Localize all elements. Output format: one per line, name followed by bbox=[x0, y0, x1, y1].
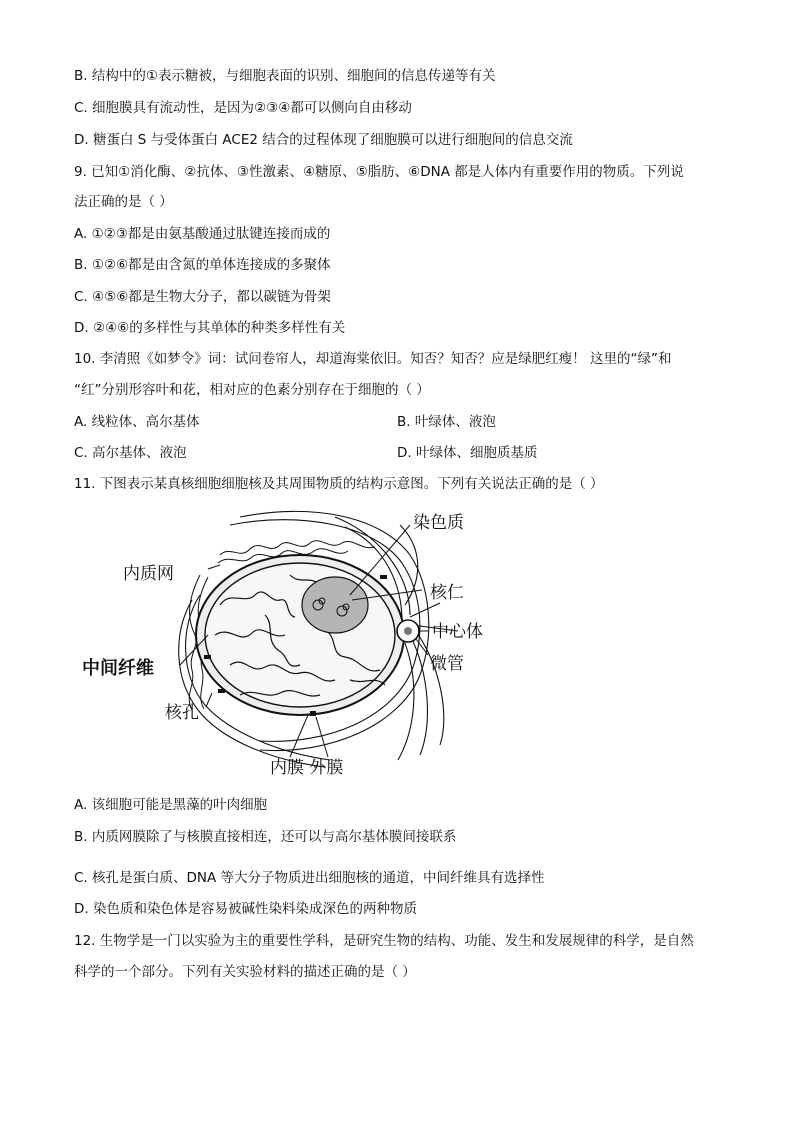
q9-option-b: B. ①②⑥都是由含氮的单体连接成的多聚体 bbox=[74, 257, 331, 273]
q9-option-c: C. ④⑤⑥都是生物大分子，都以碳链为骨架 bbox=[74, 289, 331, 305]
q10-option-a: A. 线粒体、高尔基体 bbox=[74, 414, 200, 430]
q10-option-c: C. 高尔基体、液泡 bbox=[74, 445, 187, 461]
q11-option-a: A. 该细胞可能是黑藻的叶肉细胞 bbox=[74, 797, 268, 813]
q8-option-b: B. 结构中的①表示糖被，与细胞表面的识别、细胞间的信息传递等有关 bbox=[74, 68, 496, 84]
q11-stem: 11. 下图表示某真核细胞细胞核及其周围物质的结构示意图。下列有关说法正确的是（ ） bbox=[74, 476, 604, 492]
nucleus-diagram bbox=[80, 505, 500, 780]
label-membranes: 内膜 外膜 bbox=[270, 758, 344, 778]
q10-stem-line1: 10. 李清照《如梦令》词：试问卷帘人，却道海棠依旧。知否？知否？应是绿肥红瘦！ 这里的“绿”和 bbox=[74, 351, 672, 367]
label-er: 内质网 bbox=[123, 564, 174, 584]
q9-stem-line2: 法正确的是（ ） bbox=[74, 194, 173, 210]
q12-stem-line2: 科学的一个部分。下列有关实验材料的描述正确的是（ ） bbox=[74, 964, 416, 980]
label-chromatin: 染色质 bbox=[413, 513, 464, 533]
inner-nuclear-membrane bbox=[205, 563, 395, 707]
label-nucleolus: 核仁 bbox=[430, 583, 464, 603]
label-microtubule: 微管 bbox=[430, 654, 464, 674]
centriole bbox=[404, 627, 412, 635]
q11-option-d: D. 染色质和染色体是容易被碱性染料染成深色的两种物质 bbox=[74, 901, 417, 917]
q8-option-c: C. 细胞膜具有流动性，是因为②③④都可以侧向自由移动 bbox=[74, 100, 412, 116]
q11-option-b: B. 内质网膜除了与核膜直接相连，还可以与高尔基体膜间接联系 bbox=[74, 829, 457, 845]
label-intermediate-filament: 中间纤维 bbox=[82, 658, 154, 679]
q9-stem-line1: 9. 已知①消化酶、②抗体、③性激素、④糖原、⑤脂肪、⑥DNA 都是人体内有重要作用的物质。下列说 bbox=[74, 164, 684, 180]
label-centrosome: 中心体 bbox=[432, 622, 483, 642]
q12-stem-line1: 12. 生物学是一门以实验为主的重要性学科，是研究生物的结构、功能、发生和发展规律的科学，是自然 bbox=[74, 933, 694, 949]
q10-option-d: D. 叶绿体、细胞质基质 bbox=[397, 445, 538, 461]
q8-option-d: D. 糖蛋白 S 与受体蛋白 ACE2 结合的过程体现了细胞膜可以进行细胞间的信息交流 bbox=[74, 132, 573, 148]
q10-option-b: B. 叶绿体、液泡 bbox=[397, 414, 496, 430]
label-nuclear-pore: 核孔 bbox=[165, 703, 199, 723]
q10-stem-line2: “红”分别形容叶和花，相对应的色素分别存在于细胞的（ ） bbox=[74, 382, 430, 398]
q11-option-c: C. 核孔是蛋白质、DNA 等大分子物质进出细胞核的通道，中间纤维具有选择性 bbox=[74, 870, 545, 886]
q9-option-d: D. ②④⑥的多样性与其单体的种类多样性有关 bbox=[74, 320, 346, 336]
q9-option-a: A. ①②③都是由氨基酸通过肽键连接而成的 bbox=[74, 226, 331, 242]
